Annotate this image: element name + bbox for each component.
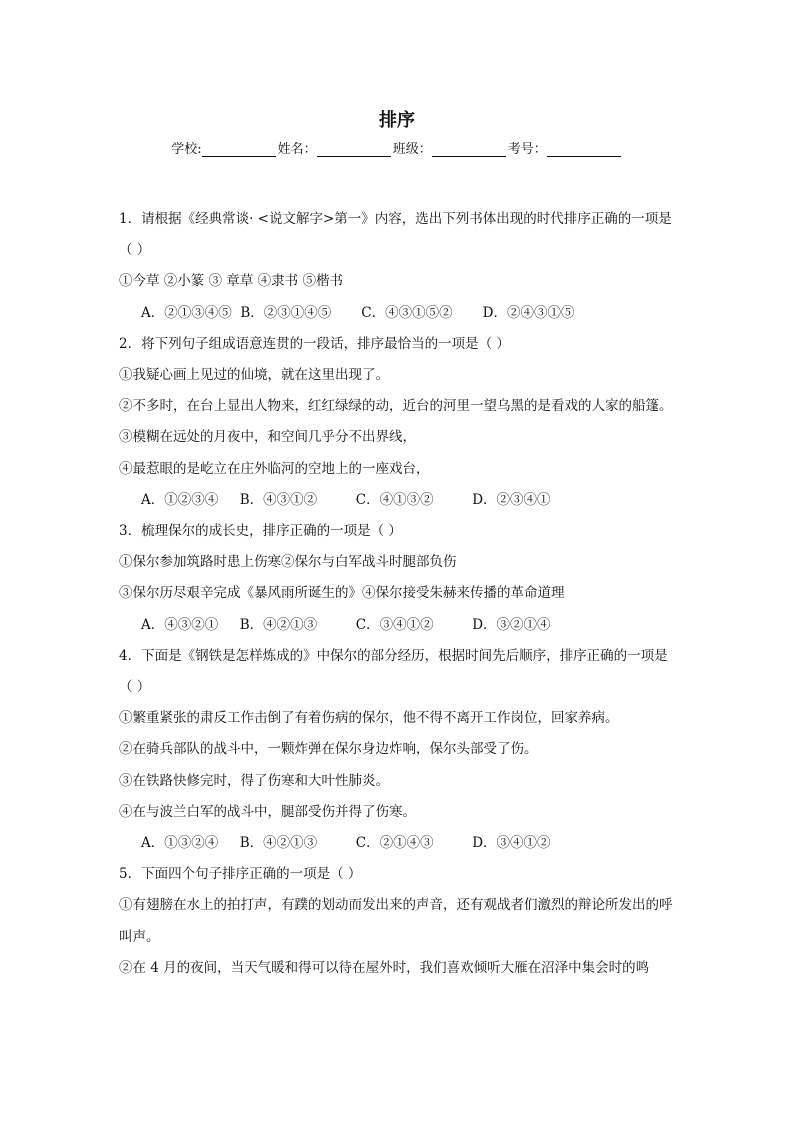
number-label: 考号： bbox=[507, 142, 547, 157]
question-4-item-3: ③在铁路快修完时，得了伤寒和大叶性肺炎。 bbox=[119, 772, 389, 789]
name-label: 姓名： bbox=[277, 142, 317, 157]
question-3-item-2: ③保尔历尽艰辛完成《暴风雨所诞生的》④保尔接受朱赫来传播的革命道理 bbox=[119, 585, 565, 602]
question-4-stem: 4．下面是《钢铁是怎样炼成的》中保尔的部分经历，根据时间先后顺序，排序正确的一项是（ ） bbox=[119, 647, 668, 696]
question-2-item-1: ①我疑心画上见过的仙境，就在这里出现了。 bbox=[119, 367, 389, 384]
question-2-stem: 2．将下列句子组成语意连贯的一段话，排序最恰当的一项是（ ） bbox=[119, 335, 510, 352]
question-1-stem: 1．请根据《经典常谈· <说文解字>第一》内容，选出下列书体出现的时代排序正确的一项是（ ） bbox=[119, 211, 672, 259]
class-blank[interactable] bbox=[432, 143, 506, 157]
question-2-item-4: ④最惹眼的是屹立在庄外临河的空地上的一座戏台， bbox=[119, 460, 430, 477]
question-2-item-3: ③模糊在远处的月夜中，和空间几乎分不出界线， bbox=[119, 429, 416, 446]
student-info-line bbox=[0, 138, 794, 157]
question-1-options: A．②①③④⑤ B．②③①④⑤ C．④③①⑤② D．②④③①⑤ bbox=[141, 304, 575, 321]
question-5-stem: 5．下面四个句子排序正确的一项是（ ） bbox=[119, 866, 362, 883]
school-blank[interactable] bbox=[202, 143, 276, 157]
page-title: 排序 bbox=[379, 110, 415, 131]
question-4-options: A．①③②④ B．④②①③ C．②①④③ D．③④①② bbox=[141, 835, 551, 852]
question-list bbox=[119, 204, 679, 984]
class-label: 班级： bbox=[392, 142, 432, 157]
question-3-options: A．④③②① B．④②①③ C．③④①② D．③②①④ bbox=[141, 616, 551, 633]
question-4-item-1: ①繁重紧张的肃反工作击倒了有着伤病的保尔，他不得不离开工作岗位，回家养病。 bbox=[119, 710, 619, 727]
question-4-item-2: ②在骑兵部队的战斗中，一颗炸弹在保尔身边炸响，保尔头部受了伤。 bbox=[119, 741, 538, 758]
number-blank[interactable] bbox=[547, 143, 621, 157]
question-5-item-1: ①有翅膀在水上的拍打声，有蹼的划动而发出来的声音，还有观战者们激烈的辩论所发出的呼叫声。 bbox=[119, 897, 673, 945]
question-3-stem: 3．梳理保尔的成长史，排序正确的一项是（ ） bbox=[119, 523, 402, 540]
question-2-options: A．①②③④ B．④③①② C．④①③② D．②③④① bbox=[141, 491, 551, 508]
question-2-item-2: ②不多时，在台上显出人物来，红红绿绿的动，近台的河里一望乌黑的是看戏的人家的船篷。 bbox=[119, 398, 673, 415]
question-4-item-4: ④在与波兰白军的战斗中，腿部受伤并得了伤寒。 bbox=[119, 803, 416, 820]
name-blank[interactable] bbox=[317, 143, 391, 157]
question-1-item-1: ①今草 ②小篆 ③ 章草 ④隶书 ⑤楷书 bbox=[119, 273, 343, 290]
school-label: 学校: bbox=[171, 142, 202, 157]
question-3-item-1: ①保尔参加筑路时患上伤寒②保尔与白军战斗时腿部负伤 bbox=[119, 554, 457, 571]
question-5-item-2: ②在 4 月的夜间，当天气暖和得可以待在屋外时，我们喜欢倾听大雁在沼泽中集会时的鸣 bbox=[119, 959, 650, 976]
